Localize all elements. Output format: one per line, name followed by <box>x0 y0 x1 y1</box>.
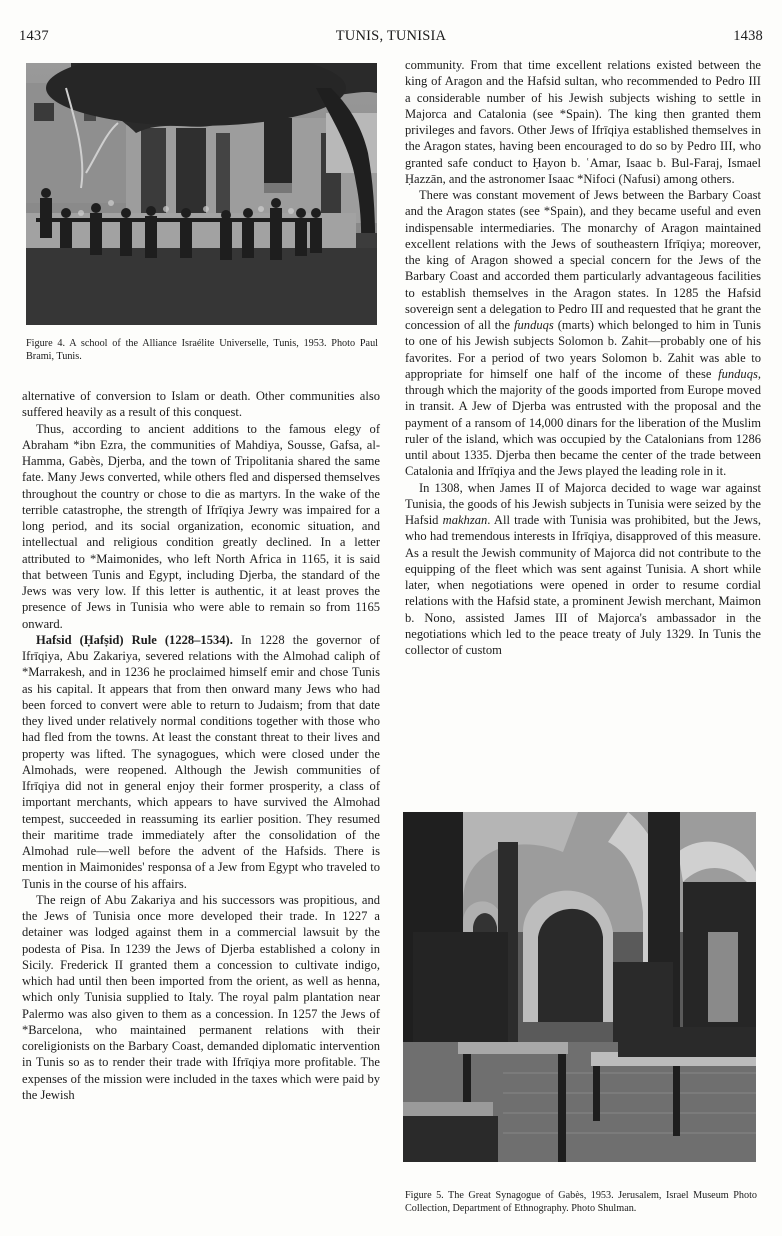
figure-4-caption-text: Figure 4. A school of the Alliance Israélite Universelle, Tunis, 1953. Photo Paul Brami, Tunis. <box>26 338 378 362</box>
paragraph: alternative of conversion to Islam or death. Other communities also suffered heavily as a result of this conquest. <box>22 389 380 420</box>
paragraph <box>405 480 761 659</box>
figure-4-photo <box>26 63 377 325</box>
paragraph: The reign of Abu Zakariya and his successors was propitious, and the Jews of Tunisia once more developed their trade. In 1227 a detainer was lodged against them in a commercial lawsuit by the podesta of Pisa. In 1239 the Jews of Djerba established a colony in Sicily. Frederick II granted them a concession to cultivate indigo, which had until then been imported from the orient, as well as henna, which only Tunisia supplied to Italy. The royal palm plantation near Palermo was also given to them as a concession. In 1257 the Jews of *Barcelona, who maintained permanent relations with their coreligionists on the Barbary Coast, demanded diplomatic intervention in Tunis so as to render their trade with Ifrīqiya more profitable. The expenses of the mission were included in the taxes which were paid by the Jewish <box>22 892 380 1102</box>
paragraph <box>405 187 761 480</box>
text-run: . All trade with Tunisia was prohibited, but the Jews, who had tremendous interests in Ifrīqiya, disapproved of this measure. As a result the Jewish community of Majorca did not contribute to the equipping of the fleet which was sent against Tunisia. A short while later, when negotiations were opened in order to resume cordial relations with the Hafsid state, a prominent Jewish merchant, Maimon b. Nono, assisted James III of Majorca's ambassador in the negotiations which led to the peace treaty of July 1329. In Tunis the collector of custom <box>405 513 761 657</box>
left-text-column <box>22 388 380 1103</box>
running-title: TUNIS, TUNISIA <box>335 28 447 44</box>
paragraph-hafsid-rule <box>22 632 380 892</box>
text-run: , through which the majority of the goods imported from Europe moved in transit. A Jew of Djerba was entrusted with the proposal and the payment of a ransom of 14,000 dinars for the liberation of the Muslim ruler of the island, which was occupied by the Catalonians from 1286 until about 1335. Djerba then became the center of the trade between Catalonia and Ifrīqiya and the Jews played the leading role in it. <box>405 366 761 479</box>
section-heading-hafsid-rule: Hafsid (Ḥafṣid) Rule (1228–1534). <box>36 632 233 647</box>
figure-5-caption <box>405 1190 757 1215</box>
paragraph-body: In 1228 the governor of Ifrīqiya, Abu Zakariya, severed relations with the Almohad caliph of *Marrakesh, and in 1236 he proclaimed himself emir and chose Tunis as his capital. It appears that from then onward many Jews who had been forced to convert were able to return to Judaism; from that date they lived under relatively normal conditions together with those who had fled from the towns. At least the constant threat to their lives and property was lifted. The synagogues, which were closed under the Almohads, were reopened. Although the Jewish communities of Ifrīqiya did not in general enjoy their former prosperity, a class of important merchants, which appears to have survived the Almohad tempest, succeeded in reassuming its earlier position. They resumed their maritime trade immediately after the consolidation of the Almohad rule—well before the advent of the Hafsids. There is mention in Maimonides' responsa of a Jew from Egypt who traveled to Tunis in the course of his affairs. <box>22 632 380 891</box>
text-run: (marts) which belonged to him in Tunis to one of his Jewish subjects Solomon b. Zahit—probably one of his favorites. For a period of two years Solomon b. Zahit was able to appropriate for himself one half of the income of these <box>405 318 762 381</box>
paragraph: Thus, according to ancient additions to the famous elegy of Abraham *ibn Ezra, the communities of Mahdiya, Sousse, Gafsa, al-Hamma, Gabès, Djerba, and the town of Tripolitania shared the same fate. Many Jews converted, while others fled and dispersed themselves throughout the country or chose to die as martyrs. In the wake of the terrible catastrophe, the strength of Ifrīqiya Jewry was impaired for a long period, and its social organization, economic situation, and intellectual and religious condition greatly declined. In a letter attributed to *Maimonides, who left North Africa in 1165, it is said that between Tunis and Egypt, including Djerba, the standard of the Jews was very low. If this letter is authentic, it at least proves the presence of Jews in Tunisia who were able to remain so from 1165 onward. <box>22 421 380 631</box>
right-text-column <box>405 57 761 658</box>
text-run: In 1308, when James II of Majorca decided to wage war against Tunisia, the goods of his Jewish subjects in Tunisia were seized by the Hafsid <box>405 480 761 527</box>
figure-5-photo <box>403 812 756 1162</box>
running-header <box>0 28 782 48</box>
italic-term: funduqs <box>514 318 554 332</box>
text-run: There was constant movement of Jews between the Barbary Coast and the Aragon states (see *Spain), and they became useful and even indispensable intermediaries. The monarchy of Aragon maintained excellent relations with the Jews of southeastern Ifrīqiya; moreover, the king of Aragon showed a special concern for the Jews of the Barbary Coast and accorded them particularly advantageous facilities to establish themselves in the Aragon states. In 1285 the Hafsid sovereign sent a delegation to Pedro III and requested that he grant the concession of all the <box>405 188 761 332</box>
paragraph: community. From that time excellent relations existed between the king of Aragon and the Hafsid sultan, who recommended to Pedro III a considerable number of his Jewish subjects wishing to settle in Majorca and Catalonia (see *Spain). The king then granted them privileges and favors. Other Jews of Ifrīqiya established themselves in the Aragon states, having been encouraged to do so by Pedro III, who granted safe conduct to Ḥayon b. ʿAmar, Isaac b. Bul-Faraj, Ismael Ḥazzān, and the astronomer Isaac *Nifoci (Nafusi) among others. <box>405 58 761 186</box>
page-number-left: 1437 <box>19 28 49 44</box>
italic-term: funduqs <box>718 366 758 381</box>
synagogue-interior-image <box>403 812 756 1162</box>
figure-5-caption-text: Figure 5. The Great Synagogue of Gabès, 1953. Jerusalem, Israel Museum Photo Collection, Department of Ethnography. Photo Shulman. <box>405 1190 757 1214</box>
figure-4-caption <box>26 338 378 363</box>
school-courtyard-image <box>26 63 377 325</box>
page-number-right: 1438 <box>733 28 763 44</box>
italic-term: makhzan <box>442 513 488 527</box>
